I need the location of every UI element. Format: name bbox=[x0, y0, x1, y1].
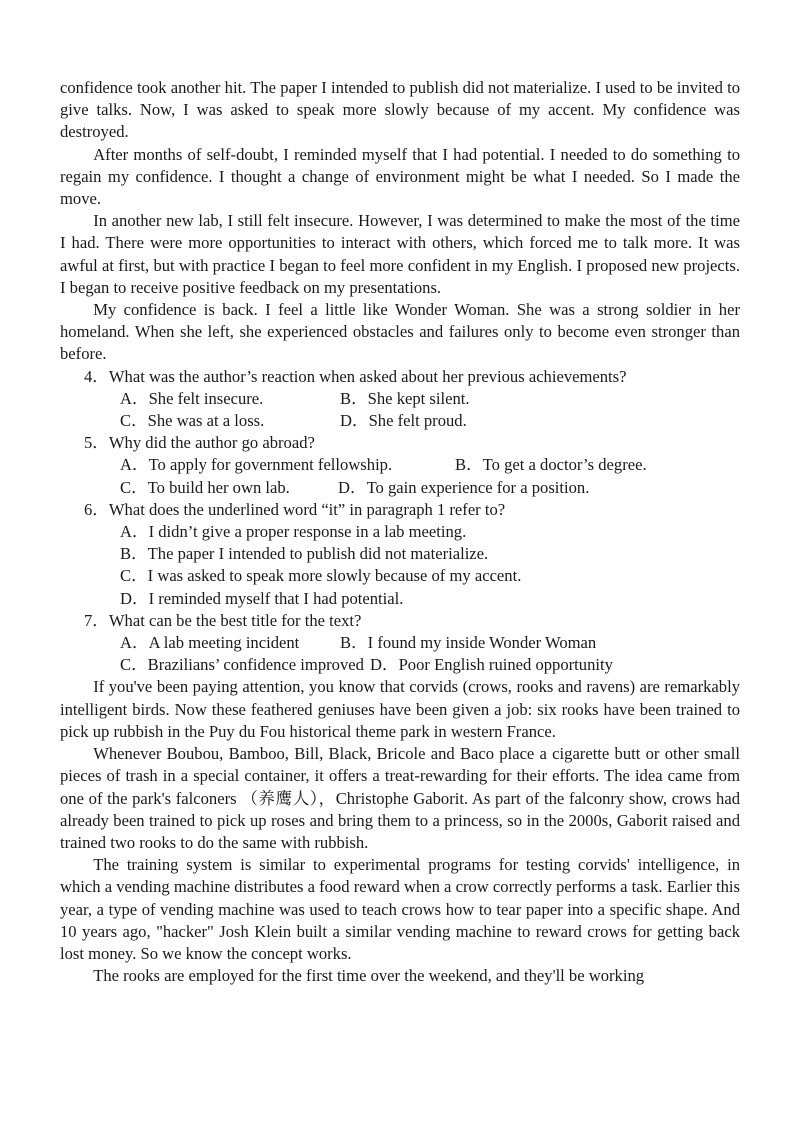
option-b: B．She kept silent. bbox=[340, 388, 470, 408]
option-a: A．To apply for government fellowship. bbox=[120, 455, 393, 475]
passage-paragraph: In another new lab, I still felt insecure. However, I was determined to make the most of the time I had. There were more opportunities to interact with others, which forced me to talk more. It was awful at first, but with practice I began to feel more confident in my English. I proposed new projects. I began to receive positive feedback on my presentations. bbox=[60, 211, 740, 297]
question-5 bbox=[60, 432, 740, 499]
option-d: D．She felt proud. bbox=[340, 411, 467, 431]
passage-paragraph: Whenever Boubou, Bamboo, Bill, Black, Bricole and Baco place a cigarette butt or other small pieces of trash in a special container, it offers a treat-rewarding for their efforts. The idea came from one of the park's falconers （养鹰人），Christophe Gaborit. As part of the falconry show, crows had already been trained to pick up roses and bring them to a princess, so in the 2000s, Gaborit raised and trained two rooks to do the same with rubbish. bbox=[60, 744, 740, 852]
question-stem: 7．What can be the best title for the text? bbox=[84, 610, 362, 630]
option-row bbox=[60, 454, 740, 476]
question-stem: 4．What was the author’s reaction when asked about her previous achievements? bbox=[84, 366, 627, 386]
option-b: B．To get a doctor’s degree. bbox=[455, 455, 647, 475]
option-a: A．She felt insecure. bbox=[120, 388, 264, 408]
passage-paragraph: The training system is similar to experimental programs for testing corvids' intelligence, in which a vending machine distributes a food reward when a crow correctly performs a task. Earlier this year, a type of vending machine was used to teach crows how to tear paper into a specific shape. And 10 years ago, "hacker" Josh Klein built a similar vending machine to reward crows for getting back lost money. So we know the concept works. bbox=[60, 855, 740, 963]
passage-paragraph: My confidence is back. I feel a little like Wonder Woman. She was a strong soldier in her homeland. When she left, she experienced obstacles and failures only to become even stronger than before. bbox=[60, 300, 740, 364]
option-d: D．Poor English ruined opportunity bbox=[370, 655, 613, 675]
option-row bbox=[60, 654, 740, 676]
option-row bbox=[60, 632, 740, 654]
option-c: C．She was at a loss. bbox=[120, 411, 265, 431]
option-d: D．To gain experience for a position. bbox=[338, 477, 590, 497]
question-7 bbox=[60, 610, 740, 677]
passage-paragraph: confidence took another hit. The paper I intended to publish did not materialize. I used to be invited to give talks. Now, I was asked to speak more slowly because of my accent. My confidence was destroyed. bbox=[60, 78, 740, 142]
option-a: A．A lab meeting incident bbox=[120, 633, 300, 653]
option-row bbox=[60, 477, 740, 499]
question-4 bbox=[60, 366, 740, 433]
question-stem: 6．What does the underlined word “it” in paragraph 1 refer to? bbox=[84, 499, 506, 519]
exam-page bbox=[60, 77, 740, 987]
option-c: C．Brazilians’ confidence improved bbox=[120, 655, 364, 675]
passage-paragraph: If you've been paying attention, you know that corvids (crows, rooks and ravens) are remarkably intelligent birds. Now these feathered geniuses have been given a job: six rooks have been trained to pick up rubbish in the Puy du Fou historical theme park in western France. bbox=[60, 677, 740, 741]
question-stem: 5．Why did the author go abroad? bbox=[84, 433, 315, 453]
passage-paragraph: The rooks are employed for the first time over the weekend, and they'll be working bbox=[93, 966, 645, 986]
option-a: A．I didn’t give a proper response in a lab meeting. bbox=[120, 522, 467, 542]
option-row bbox=[60, 410, 740, 432]
option-row bbox=[60, 388, 740, 410]
question-6 bbox=[60, 499, 740, 610]
option-b: B．The paper I intended to publish did not materialize. bbox=[120, 544, 489, 564]
option-b: B．I found my inside Wonder Woman bbox=[340, 633, 597, 653]
option-c: C．I was asked to speak more slowly because of my accent. bbox=[120, 566, 522, 586]
passage-paragraph: After months of self-doubt, I reminded myself that I had potential. I needed to do something to regain my confidence. I thought a change of environment might be what I needed. So I made the move. bbox=[60, 144, 740, 209]
option-c: C．To build her own lab. bbox=[120, 477, 290, 497]
option-d: D．I reminded myself that I had potential. bbox=[120, 588, 404, 608]
